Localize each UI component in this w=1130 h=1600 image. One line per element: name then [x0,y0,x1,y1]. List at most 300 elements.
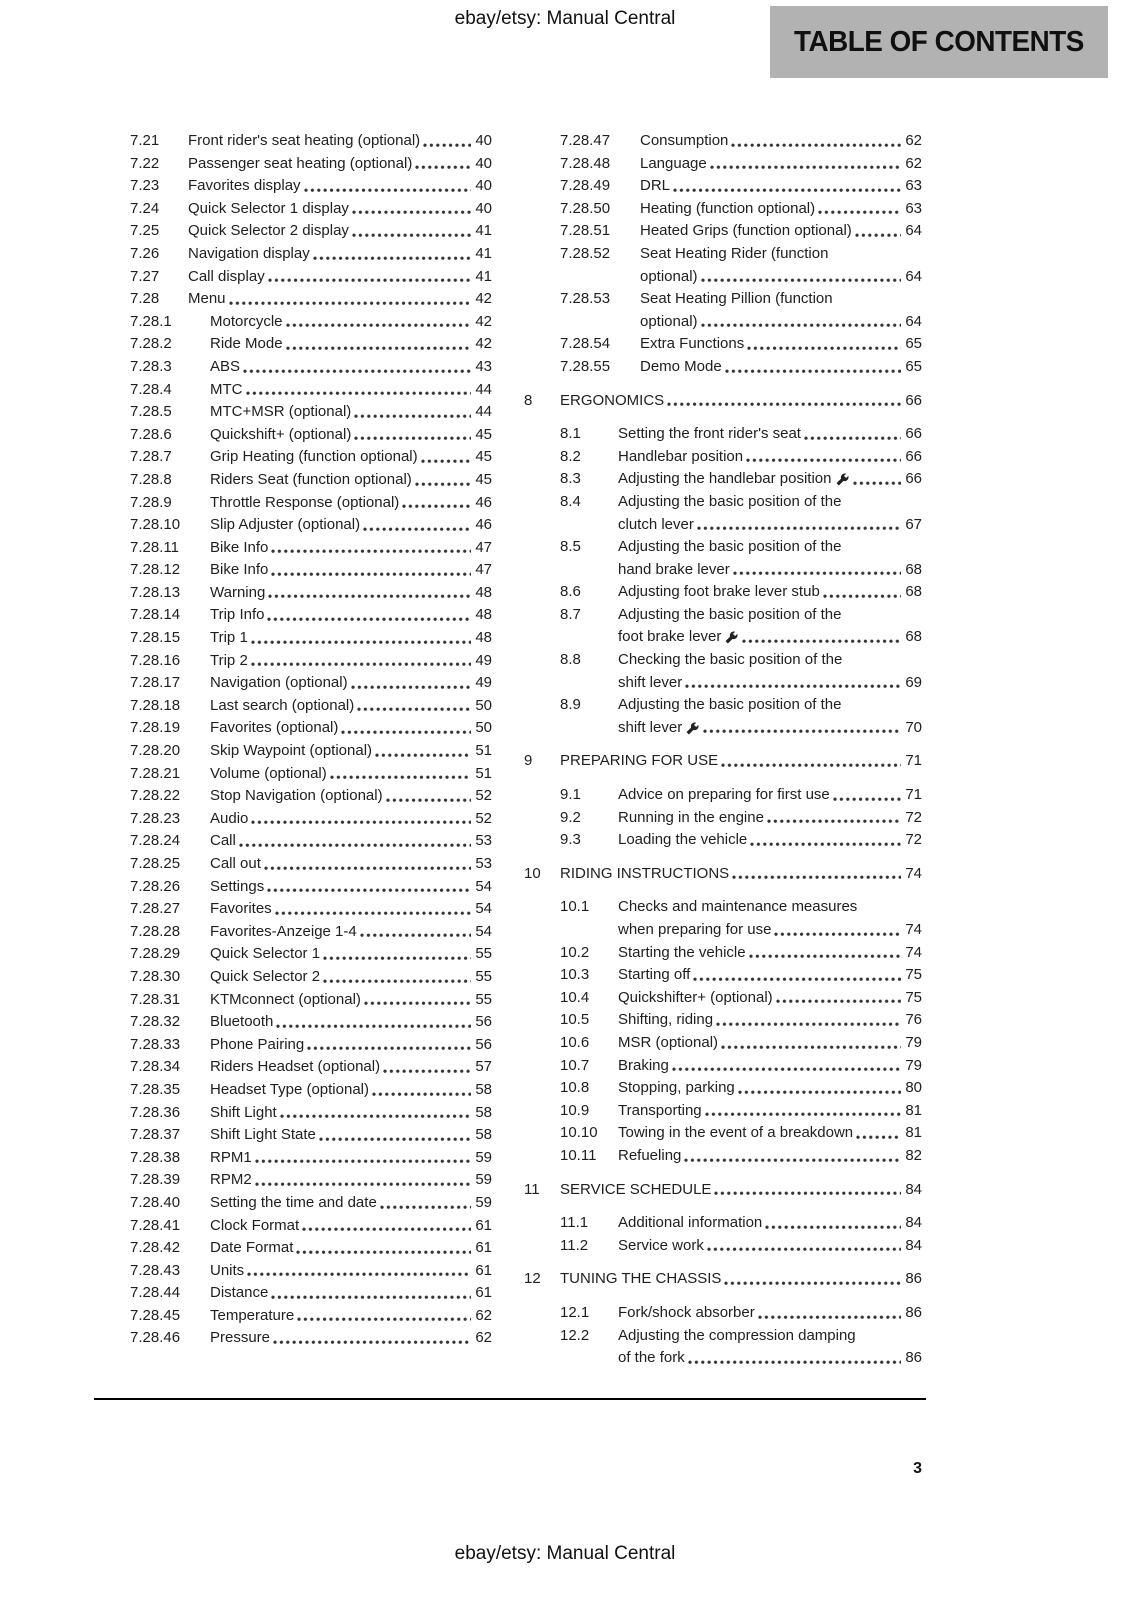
toc-entry-title: Slip Adjuster (optional) [210,516,361,534]
toc-entry-title: Favorites display [188,177,301,195]
dot-leader [415,165,471,172]
toc-entry-body [640,288,922,333]
dot-leader [296,1250,471,1257]
dot-leader [268,594,471,601]
dot-leader [267,888,471,895]
toc-entry-number: 7.28.9 [130,493,172,511]
toc-entry-row [524,333,922,356]
toc-entry-title: Towing in the event of a breakdown [618,1124,854,1142]
toc-entry-number: 7.28.10 [130,516,181,534]
toc-entry-body [210,1124,492,1147]
dot-leader [276,1024,471,1031]
toc-entry-number: 7.25 [130,222,160,240]
toc-entry-line [210,1011,492,1034]
toc-entry-line [210,1260,492,1283]
dot-leader [415,482,471,489]
dot-leader [375,753,471,760]
toc-entry-line [210,853,492,876]
dot-leader [271,549,471,556]
dot-leader [297,1317,471,1324]
toc-entry-page: 52 [475,787,492,805]
toc-entry-row [524,1145,922,1168]
toc-entry-page: 61 [475,1261,492,1279]
toc-entry-title: Bike Info [210,538,269,556]
toc-entry-title: Favorites-Anzeige 1-4 [210,922,357,940]
dot-leader [267,617,471,624]
toc-entry-page: 54 [475,877,492,895]
toc-entry-line [618,1032,922,1055]
dot-leader [724,1281,901,1288]
toc-entry-body [210,1056,492,1079]
toc-entry-line [640,220,922,243]
toc-entry-row [524,468,922,491]
wrench-icon [686,722,699,735]
toc-entry-line [188,130,492,153]
toc-entry-number: 7.28.54 [560,335,611,353]
toc-entry-line [210,401,492,424]
toc-entry-number: 7.28.32 [130,1013,181,1031]
toc-entry-title: ERGONOMICS [560,391,665,409]
toc-entry-page: 41 [475,267,492,285]
toc-entry-body [210,1282,492,1305]
toc-entry-row [94,763,492,786]
dot-leader [286,323,471,330]
toc-entry-number: 7.28.47 [560,132,611,149]
toc-entry-page: 55 [475,990,492,1008]
toc-entry-page: 61 [475,1284,492,1302]
toc-entry-row [94,424,492,447]
toc-entry-row [524,356,922,379]
toc-entry-title: Seat Heating Pillion (function [640,290,833,308]
dot-leader [383,1069,471,1076]
toc-entry-line [210,943,492,966]
toc-entry-body [210,1169,492,1192]
toc-entry-page: 67 [905,515,922,533]
toc-entry-body [618,1145,922,1168]
toc-entry-row [94,966,492,989]
toc-entry-row [94,1056,492,1079]
toc-entry-line [618,536,922,559]
toc-entry-row [524,536,922,581]
toc-entry-line [188,220,492,243]
toc-entry-body [618,649,922,694]
toc-entry-number: 8.1 [560,425,581,443]
toc-entry-title: Quick Selector 1 [210,945,321,963]
toc-entry-row [94,1079,492,1102]
toc-entry-row [94,175,492,198]
toc-entry-row [524,175,922,198]
toc-entry-page: 64 [905,267,922,285]
toc-entry-title: Call [210,832,236,850]
toc-entry-row [524,1122,922,1145]
toc-entry-body [210,1327,492,1350]
toc-entry-body [210,876,492,899]
toc-entry-body [618,1100,922,1123]
toc-entry-line [210,627,492,650]
toc-entry-title: Extra Functions [640,335,745,353]
toc-entry-page: 50 [475,719,492,737]
toc-entry-page: 46 [475,493,492,511]
toc-entry-body [188,220,492,243]
toc-entry-row [94,740,492,763]
toc-entry-title: Adjusting the basic position of the [618,538,842,556]
toc-entry-number: 7.28.8 [130,470,172,488]
toc-entry-row [94,853,492,876]
toc-entry-number: 7.28.28 [130,922,181,940]
toc-entry-title: RPM1 [210,1148,252,1166]
toc-entry-row [94,446,492,469]
toc-entry-body [210,989,492,1012]
toc-entry-number: 7.28.19 [130,719,181,737]
toc-entry-page: 62 [475,1329,492,1347]
toc-entry-line [618,514,922,537]
toc-entry-line [560,1268,922,1291]
dot-leader [716,1022,901,1029]
toc-entry-line [210,740,492,763]
toc-entry-page: 84 [905,1214,922,1232]
toc-entry-line [210,898,492,921]
toc-entry-page: 75 [905,966,922,984]
dot-leader [767,819,901,826]
toc-entry-title: Bluetooth [210,1013,274,1031]
toc-entry-number: 7.28.29 [130,945,181,963]
toc-entry-body [210,559,492,582]
toc-entry-title: Adjusting the handlebar position [618,470,832,488]
toc-entry-page: 48 [475,629,492,647]
toc-entry-line [560,1179,922,1202]
toc-entry-body [618,694,922,739]
toc-entry-body [618,987,922,1010]
toc-entry-line [618,446,922,469]
toc-entry-row [94,514,492,537]
toc-entry-body [560,863,922,886]
toc-entry-number: 7.28.50 [560,199,611,217]
toc-entry-title: Refueling [618,1146,682,1164]
toc-entry-body [210,672,492,695]
toc-entry-line [618,1122,922,1145]
toc-entry-row [524,153,922,176]
dot-leader [354,414,471,421]
toc-entry-number: 7.28 [130,290,160,308]
toc-entry-title: PREPARING FOR USE [560,752,719,770]
toc-entry-line [618,1077,922,1100]
toc-entry-title: Distance [210,1284,269,1302]
toc-entry-line [560,390,922,413]
toc-entry-line [210,763,492,786]
toc-entry-title: foot brake lever [618,628,722,646]
toc-entry-row [94,627,492,650]
toc-entry-title: Trip 2 [210,651,248,669]
toc-entry-line [640,333,922,356]
wrench-icon [725,631,738,644]
toc-entry-page: 57 [475,1058,492,1076]
toc-entry-page: 48 [475,606,492,624]
dot-leader [710,165,901,172]
toc-entry-page: 47 [475,538,492,556]
toc-entry-title: Starting off [618,966,691,984]
toc-entry-page: 74 [905,864,922,882]
dot-leader [251,662,471,669]
toc-entry-body [618,896,922,941]
toc-entry-line [618,1347,922,1370]
dot-leader [352,210,471,217]
toc-entry-page: 44 [475,380,492,398]
toc-entry-title: Trip 1 [210,629,248,647]
toc-entry-body [618,536,922,581]
toc-entry-line [640,288,922,311]
toc-entry-title: Navigation display [188,244,310,262]
toc-entry-title: Settings [210,877,265,895]
dot-leader [697,526,901,533]
toc-entry-page: 68 [905,583,922,601]
dot-leader [423,143,471,150]
dot-leader [386,798,471,805]
toc-entry-row [94,130,492,153]
toc-entry-title: Transporting [618,1101,702,1119]
toc-entry-body [210,717,492,740]
toc-entry-line [618,626,922,649]
dot-leader [731,143,901,150]
toc-entry-line [210,1192,492,1215]
toc-entry-body [640,175,922,198]
toc-entry-line [188,175,492,198]
toc-entry-title: Navigation (optional) [210,674,348,692]
dot-leader [746,458,901,465]
toc-entry-row [524,1235,922,1258]
toc-entry-title: Throttle Response (optional) [210,493,400,511]
dot-leader [758,1315,901,1322]
toc-entry-row [94,1169,492,1192]
toc-entry-body [210,1079,492,1102]
toc-entry-number: 8.6 [560,583,581,601]
toc-entry-page: 42 [475,335,492,353]
toc-entry-line [640,311,922,334]
dot-leader [742,639,901,646]
toc-entry-row [94,1237,492,1260]
toc-entry-body [210,943,492,966]
toc-entry-line [210,582,492,605]
toc-entry-row [94,559,492,582]
toc-entry-number: 10.3 [560,966,590,984]
toc-entry-number: 7.28.23 [130,809,181,827]
toc-entry-page: 61 [475,1239,492,1257]
toc-entry-page: 50 [475,696,492,714]
dot-leader [372,1092,471,1099]
toc-entry-number: 9.2 [560,808,581,826]
toc-entry-title: Shifting, riding [618,1011,714,1029]
toc-entry-title: Running in the engine [618,808,764,826]
toc-entry-number: 10.4 [560,988,590,1006]
toc-entry-body [210,1237,492,1260]
dot-leader [707,1247,901,1254]
toc-entry-line [618,1212,922,1235]
toc-entry-number: 10.5 [560,1011,590,1029]
toc-entry-body [210,1215,492,1238]
toc-entry-line [188,153,492,176]
page-number: 3 [913,1460,922,1477]
toc-entry-body [210,1011,492,1034]
toc-entry-row [524,784,922,807]
toc-entry-page: 58 [475,1080,492,1098]
toc-entry-line [618,717,922,740]
dot-leader [264,866,471,873]
toc-entry-title: Quickshift+ (optional) [210,425,352,443]
toc-entry-page: 40 [475,177,492,195]
toc-entry-title: Checks and maintenance measures [618,898,858,916]
site-label-top: ebay/etsy: Manual Central [454,8,676,29]
toc-entry-row [94,153,492,176]
toc-entry-title: Setting the front rider's seat [618,425,801,443]
toc-entry-title: Grip Heating (function optional) [210,448,418,466]
toc-entry-title: shift lever [618,673,683,691]
toc-entry-title: DRL [640,177,671,195]
toc-entry-row [94,943,492,966]
toc-entry-line [210,311,492,334]
toc-entry-title: of the fork [618,1349,685,1367]
toc-entry-page: 79 [905,1056,922,1074]
toc-entry-body [618,1235,922,1258]
toc-entry-line [618,423,922,446]
toc-entry-line [210,966,492,989]
page-title: TABLE OF CONTENTS [794,25,1084,58]
toc-entry-body [618,784,922,807]
toc-entry-line [210,492,492,515]
toc-entry-body [210,695,492,718]
toc-entry-body [618,1122,922,1145]
toc-entry-number: 7.28.2 [130,335,172,353]
toc-entry-page: 45 [475,425,492,443]
dot-leader [749,954,901,961]
toc-entry-title: Riders Seat (function optional) [210,470,412,488]
toc-entry-number: 7.28.17 [130,674,181,692]
toc-entry-number: 7.28.39 [130,1171,181,1189]
dot-leader [721,763,901,770]
toc-entry-line [618,1055,922,1078]
toc-entry-row [94,830,492,853]
toc-entry-row [524,423,922,446]
toc-entry-page: 62 [905,154,922,172]
toc-entry-body [618,446,922,469]
toc-entry-page: 86 [905,1270,922,1288]
toc-entry-row [94,695,492,718]
toc-entry-line [188,288,492,311]
dot-leader [672,1067,901,1074]
toc-entry-title: Braking [618,1056,669,1074]
toc-entry-number: 7.28.34 [130,1058,181,1076]
toc-entry-title: Checking the basic position of the [618,651,843,669]
toc-entry-number: 7.26 [130,244,160,262]
dot-leader [725,369,901,376]
toc-entry-row [524,1077,922,1100]
toc-entry-number: 8.7 [560,605,581,623]
toc-entry-row [94,717,492,740]
toc-entry-body [618,1212,922,1235]
dot-leader [330,775,471,782]
toc-entry-line [210,921,492,944]
toc-entry-title: KTMconnect (optional) [210,990,361,1008]
dot-leader [280,1114,471,1121]
toc-entry-number: 7.28.26 [130,877,181,895]
dot-leader [319,1137,471,1144]
toc-entry-body [210,921,492,944]
toc-entry-row [524,896,922,941]
toc-entry-page: 41 [475,222,492,240]
dot-leader [701,278,901,285]
toc-entry-title: Shift Light [210,1103,277,1121]
toc-chapter-row [524,863,922,886]
toc-entry-body [210,650,492,673]
toc-entry-row [94,1327,492,1350]
toc-entry-line [618,1009,922,1032]
toc-entry-body [640,220,922,243]
toc-entry-body [640,198,922,221]
toc-entry-page: 63 [905,177,922,195]
toc-entry-line [210,379,492,402]
wrench-icon [836,473,849,486]
toc-entry-number: 11 [524,1180,540,1198]
toc-entry-page: 69 [905,673,922,691]
toc-entry-number: 7.28.45 [130,1306,181,1324]
dot-leader [776,999,901,1006]
toc-entry-line [210,650,492,673]
dot-leader [855,233,901,240]
dot-leader [714,1191,901,1198]
toc-entry-page: 79 [905,1033,922,1051]
toc-entry-row [524,446,922,469]
toc-entry-body [210,627,492,650]
toc-entry-line [640,356,922,379]
toc-entry-title: Clock Format [210,1216,300,1234]
dot-leader [402,504,471,511]
toc-entry-row [94,1034,492,1057]
toc-entry-line [210,424,492,447]
toc-entry-number: 7.28.1 [130,312,172,330]
toc-entry-page: 44 [475,403,492,421]
toc-entry-row [94,989,492,1012]
toc-entry-page: 62 [905,132,922,149]
toc-entry-title: clutch lever [618,515,694,533]
toc-entry-number: 7.28.52 [560,244,611,262]
toc-entry-number: 11.1 [560,1214,589,1232]
toc-entry-line [618,1325,922,1348]
toc-entry-body [618,964,922,987]
toc-chapter-row [524,750,922,773]
toc-entry-row [94,537,492,560]
toc-entry-page: 75 [905,988,922,1006]
toc-entry-body [618,1302,922,1325]
toc-entry-page: 56 [475,1013,492,1031]
toc-entry-line [210,1215,492,1238]
toc-entry-title: Passenger seat heating (optional) [188,154,413,172]
toc-entry-line [210,1327,492,1350]
toc-entry-row [94,898,492,921]
toc-entry-page: 49 [475,674,492,692]
toc-entry-line [188,243,492,266]
toc-entry-row [524,581,922,604]
toc-entry-body [640,153,922,176]
toc-entry-title: optional) [640,267,698,285]
toc-entry-line [210,559,492,582]
toc-entry-page: 64 [905,222,922,240]
toc-entry-number: 7.28.16 [130,651,181,669]
toc-entry-body [640,243,922,288]
toc-entry-row [94,333,492,356]
toc-entry-number: 7.27 [130,267,160,285]
toc-entry-body [188,243,492,266]
dot-leader [823,594,901,601]
toc-entry-page: 51 [475,764,492,782]
toc-entry-number: 10.9 [560,1101,590,1119]
